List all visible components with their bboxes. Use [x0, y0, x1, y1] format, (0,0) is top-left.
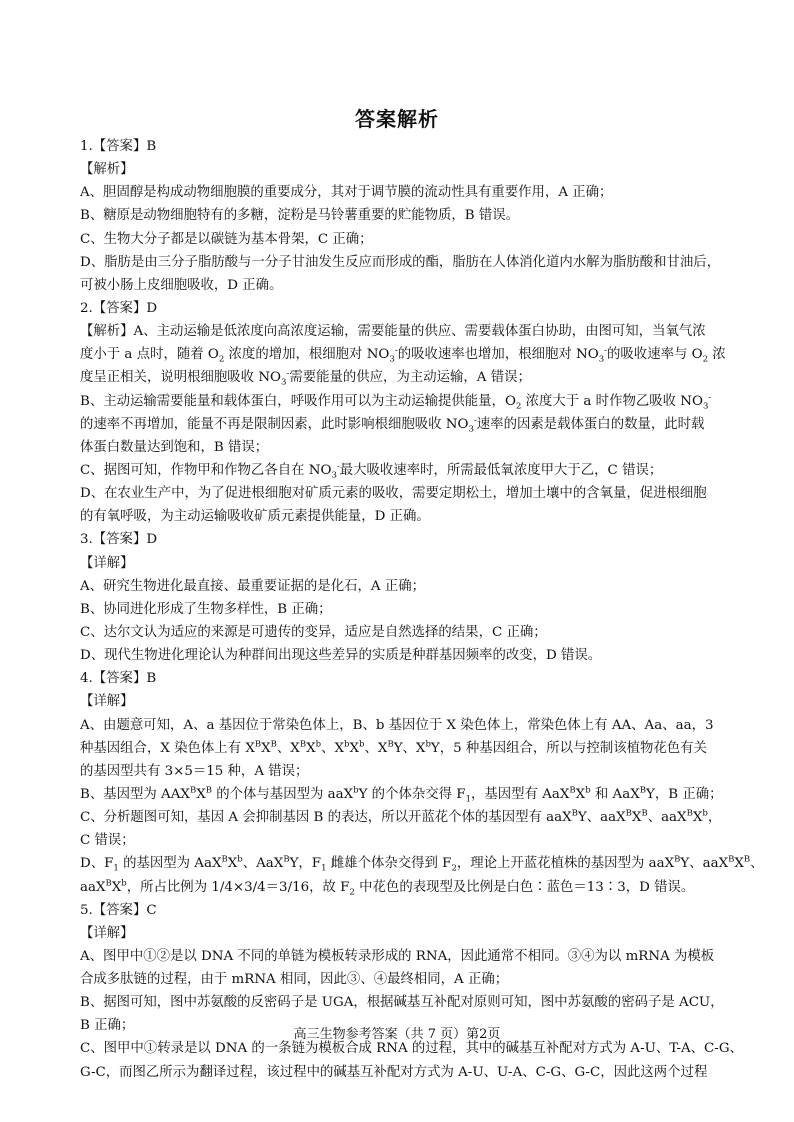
- text-run: 的速率不再增加，能量不再是限制因素，此时影响根细胞吸收 NO: [80, 416, 469, 432]
- supscript-text: b: [359, 739, 365, 750]
- supscript-text: B: [743, 854, 751, 865]
- text-line: [80, 320, 720, 343]
- text-run: aaX: [80, 879, 106, 895]
- text-run: 体蛋白数量达到饱和，B 错误；: [80, 439, 269, 455]
- text-run: X: [631, 810, 642, 826]
- text-run: 的个体与基因型为 aaX: [211, 786, 354, 802]
- text-run: 1.【答案】B: [80, 139, 157, 154]
- text-run: Y，F: [289, 856, 322, 872]
- text-run: 、: [750, 856, 764, 872]
- page-footer: 高三生物参考答案（共 7 页）第2页: [293, 1027, 501, 1042]
- text-line: [80, 505, 720, 528]
- text-run: A、研究生物进化最直接、最重要证据的是化石，A 正确；: [80, 578, 425, 594]
- supscript-text: B: [221, 854, 228, 865]
- text-run: 【解析】A、主动运输是低浓度向高浓度运输，需要能量的供应、需要载体蛋白协助，由图可知，当氧气浓: [80, 324, 706, 340]
- text-line: [80, 204, 720, 227]
- text-line: [80, 899, 720, 922]
- text-run: D、现代生物进化理论认为种群间出现这些差异的实质是种群基因频率的改变，D 错误。: [80, 648, 602, 664]
- text-run: X: [196, 786, 206, 802]
- supscript-text: B: [641, 808, 648, 819]
- text-run: ，基因型有 AaX: [471, 786, 570, 802]
- subscript-text: 3: [702, 401, 709, 412]
- text-line: [80, 228, 720, 251]
- text-line: [80, 598, 720, 621]
- subscript-text: 1: [321, 864, 327, 875]
- text-line: [80, 181, 720, 204]
- supscript-text: B: [205, 785, 212, 796]
- text-line: [80, 876, 720, 899]
- text-run: 的吸收速率也增加，根细胞对 NO: [397, 347, 599, 363]
- supscript-text: -: [286, 368, 290, 379]
- supscript-text: b: [121, 878, 127, 889]
- text-run: C、图甲中①转录是以 DNA 的一条链为模板合成 RNA 的过程，其中的碱基互补配对方式为 A-U、T-A、C-G、: [80, 1041, 743, 1057]
- text-run: C、分析题图可知，基因 A 会抑制基因 B 的表达，所以开蓝花个体的基因型有 aaX: [80, 810, 572, 826]
- subscript-text: 2: [451, 864, 457, 875]
- text-run: A、由题意可知，A、a 基因位于常染色体上，B、b 基因位于 X 染色体上，常染色体上有 AA、Aa、aa，3: [80, 717, 714, 733]
- text-line: [80, 806, 720, 829]
- text-line: [80, 274, 720, 297]
- text-run: C、生物大分子都是以碳链为基本骨架，C 正确；: [80, 231, 373, 247]
- text-run: Y 的个体杂交得 F: [358, 786, 466, 802]
- text-run: B、基因型为 AAX: [80, 786, 190, 802]
- text-run: 浓: [708, 347, 726, 363]
- text-run: Y、X: [393, 740, 426, 756]
- supscript-text: -: [604, 345, 608, 356]
- text-line: [80, 343, 726, 366]
- supscript-text: B: [105, 878, 112, 889]
- text-run: A、图甲中①②是以 DNA 不同的单链为模板转录形成的 RNA，因此通常不相同。③④为以 mRNA 为模板: [80, 948, 715, 964]
- text-run: D、在农业生产中，为了促进根细胞对矿质元素的吸收，需要定期松土，增加土壤中的含氧量，促进根细胞: [80, 486, 707, 502]
- text-run: C、达尔文认为适应的来源是可遗传的变异，适应是自然选择的结果，C 正确；: [80, 624, 547, 640]
- answer-analysis-body: [80, 135, 764, 1084]
- supscript-text: b: [353, 785, 359, 796]
- text-line: [80, 783, 723, 806]
- text-run: D、F: [80, 856, 114, 872]
- subscript-text: 3: [468, 424, 474, 435]
- text-run: 【详解】: [80, 925, 134, 941]
- supscript-text: b: [425, 739, 431, 750]
- text-run: 2.【答案】D: [80, 300, 158, 316]
- text-line: [80, 575, 720, 598]
- subscript-text: 3: [598, 354, 605, 365]
- text-run: 、X: [321, 740, 345, 756]
- supscript-text: B: [625, 808, 632, 819]
- text-line: [80, 366, 720, 389]
- text-run: 3.【答案】D: [80, 532, 158, 548]
- text-line: [80, 737, 720, 760]
- text-line: [80, 436, 720, 459]
- text-line: [80, 251, 720, 274]
- text-run: X: [734, 856, 744, 872]
- text-run: D、脂肪是由三分子脂肪酸与一分子甘油发生反应而形成的酯，脂肪在人体消化道内水解为脂肪酸和甘油后，: [80, 254, 721, 270]
- text-run: 、X: [276, 740, 300, 756]
- text-run: 雌雄个体杂交得到 F: [326, 856, 452, 872]
- subscript-text: 2: [515, 401, 522, 412]
- page-title: 答案解析: [355, 107, 439, 131]
- text-run: 和 AaX: [590, 786, 640, 802]
- supscript-text: B: [569, 785, 576, 796]
- text-run: X: [575, 786, 586, 802]
- text-run: G-C，而图乙所示为翻译过程，该过程中的碱基互补配对方式为 A-U、U-A、C-G、G-C，因此这两个过程: [80, 1064, 708, 1080]
- text-line: [80, 991, 724, 1014]
- text-run: B 正确；: [80, 1018, 135, 1034]
- text-run: ，所占比例为 1/4×3/4＝3/16，故 F: [126, 879, 350, 895]
- text-run: 合成多肽链的过程，由于 mRNA 相同，因此③、④最终相同，A 正确；: [80, 972, 509, 988]
- subscript-text: 1: [113, 864, 119, 875]
- supscript-text: B: [189, 785, 197, 796]
- supscript-text: -: [473, 415, 477, 426]
- text-line: [80, 667, 720, 690]
- text-run: 需要能量的供应，为主动运输，A 错误；: [289, 370, 531, 386]
- text-run: C 错误；: [80, 833, 135, 849]
- text-line: [80, 760, 720, 783]
- text-line: [80, 690, 720, 713]
- supscript-text: b: [585, 785, 591, 796]
- supscript-text: B: [299, 739, 307, 750]
- text-run: X: [227, 856, 238, 872]
- text-run: B、主动运输需要能量和载体蛋白，呼吸作用可以为主动运输提供能量，O: [80, 393, 516, 409]
- supscript-text: B: [387, 739, 394, 750]
- text-run: X: [692, 810, 703, 826]
- supscript-text: -: [708, 392, 712, 403]
- text-line: [80, 552, 720, 575]
- text-line: [80, 1061, 720, 1084]
- supscript-text: B: [571, 808, 578, 819]
- text-run: 、aaX: [647, 810, 687, 826]
- text-line: [80, 482, 720, 505]
- text-run: C、据图可知，作物甲和作物乙各自在 NO: [80, 462, 332, 478]
- text-line: [80, 829, 720, 852]
- text-run: 的有氧呼吸，为主动运输吸收矿质元素提供能量，D 正确。: [80, 509, 430, 525]
- text-run: Y，5 种基因组合，所以与控制该植物花色有关: [430, 740, 707, 756]
- subscript-text: 2: [218, 354, 225, 365]
- text-line: [80, 390, 720, 413]
- text-run: 种基因组合，X 染色体上有 X: [80, 740, 255, 756]
- subscript-text: 3: [331, 470, 337, 481]
- text-run: 度呈正相关，说明根细胞吸收 NO: [80, 370, 282, 386]
- text-run: 的吸收速率与 O: [607, 347, 703, 363]
- supscript-text: B: [728, 854, 735, 865]
- supscript-text: B: [270, 739, 277, 750]
- text-run: A、胆固醇是构成动物细胞膜的重要成分，其对于调节膜的流动性具有重要作用，A 正确；: [80, 185, 613, 201]
- text-run: 速率的因素是载体蛋白的数量，此时载: [476, 416, 705, 432]
- text-line: [80, 297, 720, 320]
- text-run: B、据图可知，图中苏氨酸的反密码子是 UGA，根据碱基互补配对原则可知，图中苏氨酸的密码子是 ACU，: [80, 995, 724, 1011]
- text-run: X: [306, 740, 316, 756]
- text-run: ，理论上开蓝花植株的基因型为 aaX: [456, 856, 675, 872]
- text-run: 的基因型为 AaX: [118, 856, 222, 872]
- text-run: 度小于 a 点时，随着 O: [80, 347, 219, 363]
- text-run: 5.【答案】C: [80, 902, 157, 918]
- text-line: [80, 714, 720, 737]
- text-line: [80, 945, 720, 968]
- supscript-text: b: [315, 739, 322, 750]
- text-run: 、AaX: [242, 856, 284, 872]
- text-run: Y、aaX: [577, 810, 626, 826]
- text-line: [80, 158, 720, 181]
- supscript-text: B: [639, 785, 646, 796]
- text-line: [80, 413, 720, 436]
- text-line: [80, 922, 720, 945]
- text-line: [80, 852, 764, 875]
- text-line: [80, 644, 720, 667]
- text-run: ，: [707, 810, 722, 826]
- subscript-text: 3: [281, 378, 287, 389]
- supscript-text: -: [394, 345, 398, 356]
- text-line: [80, 968, 720, 991]
- text-run: X: [261, 740, 271, 756]
- text-run: 浓度大于 a 时作物乙吸收 NO: [521, 393, 703, 409]
- text-run: B、糖原是动物细胞特有的多糖，淀粉是马铃薯重要的贮能物质，B 错误。: [80, 208, 520, 224]
- subscript-text: 2: [349, 887, 355, 898]
- text-run: 【详解】: [80, 555, 134, 571]
- text-line: [80, 459, 720, 482]
- text-run: 的基因型共有 3×5＝15 种，A 错误；: [80, 763, 309, 779]
- text-run: 4.【答案】B: [80, 671, 157, 687]
- text-run: 【详解】: [80, 694, 134, 710]
- supscript-text: b: [702, 808, 708, 819]
- subscript-text: 2: [702, 354, 709, 365]
- supscript-text: B: [674, 854, 681, 865]
- text-run: 可被小肠上皮细胞吸收，D 正确。: [80, 277, 283, 293]
- subscript-text: 1: [465, 794, 471, 805]
- supscript-text: b: [237, 854, 243, 865]
- supscript-text: B: [254, 739, 262, 750]
- supscript-text: b: [344, 739, 350, 750]
- text-run: B、协同进化形成了生物多样性，B 正确；: [80, 601, 332, 617]
- supscript-text: B: [283, 854, 290, 865]
- text-run: X: [349, 740, 360, 756]
- subscript-text: 3: [389, 354, 395, 365]
- text-run: 中花色的表现型及比例是白色∶蓝色＝13∶3，D 错误。: [354, 879, 695, 895]
- text-run: 、X: [364, 740, 388, 756]
- text-run: X: [111, 879, 122, 895]
- supscript-text: -: [336, 461, 340, 472]
- text-run: 最大吸收速率时，所需最低氧浓度甲大于乙，C 错误；: [339, 462, 663, 478]
- supscript-text: B: [686, 808, 693, 819]
- text-line: [80, 621, 720, 644]
- text-run: 浓度的增加，根细胞对 NO: [224, 347, 390, 363]
- text-line: [80, 135, 720, 158]
- text-run: 【解析】: [80, 162, 134, 178]
- text-run: Y、aaX: [680, 856, 729, 872]
- text-line: [80, 528, 720, 551]
- text-run: Y，B 正确；: [646, 786, 723, 802]
